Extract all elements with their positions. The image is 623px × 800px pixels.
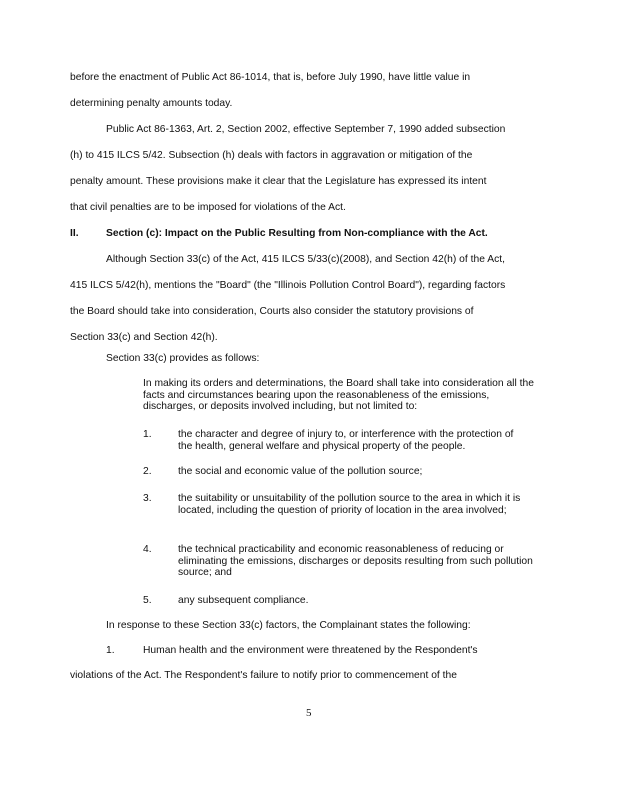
response-1-number: 1. — [106, 645, 115, 656]
section-heading-title: Section (c): Impact on the Public Resulting from Non-compliance with the Act. — [106, 228, 488, 239]
quote-item-5-text: any subsequent compliance. — [178, 595, 309, 606]
paragraph-3-line-4: Section 33(c) and Section 42(h). — [70, 332, 218, 343]
response-1-line-1: Human health and the environment were threatened by the Respondent's — [143, 645, 478, 656]
quote-item-3-text: the suitability or unsuitability of the pollution source to the area in which it is located, including the question of priority of location in the area involved; — [178, 493, 521, 516]
paragraph-5: In response to these Section 33(c) factors, the Complainant states the following: — [106, 620, 471, 631]
quote-item-3-number: 3. — [143, 493, 152, 504]
paragraph-3-line-1: Although Section 33(c) of the Act, 415 ILCS 5/33(c)(2008), and Section 42(h) of the Act, — [106, 254, 505, 265]
paragraph-2-line-3: penalty amount. These provisions make it clear that the Legislature has expressed its intent — [70, 176, 487, 187]
page-number: 5 — [306, 707, 312, 719]
paragraph-2-line-4: that civil penalties are to be imposed for violations of the Act. — [70, 202, 346, 213]
paragraph-4: Section 33(c) provides as follows: — [106, 353, 260, 364]
paragraph-1-line-1: before the enactment of Public Act 86-1014, that is, before July 1990, have little value in — [70, 72, 471, 83]
section-heading-number: II. — [70, 228, 79, 239]
quote-item-1-number: 1. — [143, 429, 152, 440]
quote-item-4-text: the technical practicability and economic reasonableness of reducing or eliminating the emissions, discharges or deposits resulting from such pollution source; and — [178, 544, 533, 578]
quote-item-1-text: the character and degree of injury to, or interference with the protection of the health, general welfare and physical property of the people. — [178, 429, 514, 452]
quote-item-5-number: 5. — [143, 595, 152, 606]
response-1-line-2: violations of the Act. The Respondent's failure to notify prior to commencement of the — [70, 670, 457, 681]
quote-item-2-text: the social and economic value of the pollution source; — [178, 466, 423, 477]
paragraph-3-line-2: 415 ILCS 5/42(h), mentions the "Board" (the "Illinois Pollution Control Board"), regarding factors — [70, 280, 506, 291]
quote-item-2-number: 2. — [143, 466, 152, 477]
paragraph-2-line-1: Public Act 86-1363, Art. 2, Section 2002, effective September 7, 1990 added subsection — [106, 124, 506, 135]
paragraph-1-line-2: determining penalty amounts today. — [70, 98, 233, 109]
paragraph-2-line-2: (h) to 415 ILCS 5/42. Subsection (h) deals with factors in aggravation or mitigation of the — [70, 150, 473, 161]
quote-intro: In making its orders and determinations, the Board shall take into consideration all the facts and circumstances bearing upon the reasonableness of the emissions, discharges, or deposits involved including, but not limited to: — [143, 378, 534, 412]
quote-item-4-number: 4. — [143, 544, 152, 555]
paragraph-3-line-3: the Board should take into consideration, Courts also consider the statutory provisions of — [70, 306, 474, 317]
